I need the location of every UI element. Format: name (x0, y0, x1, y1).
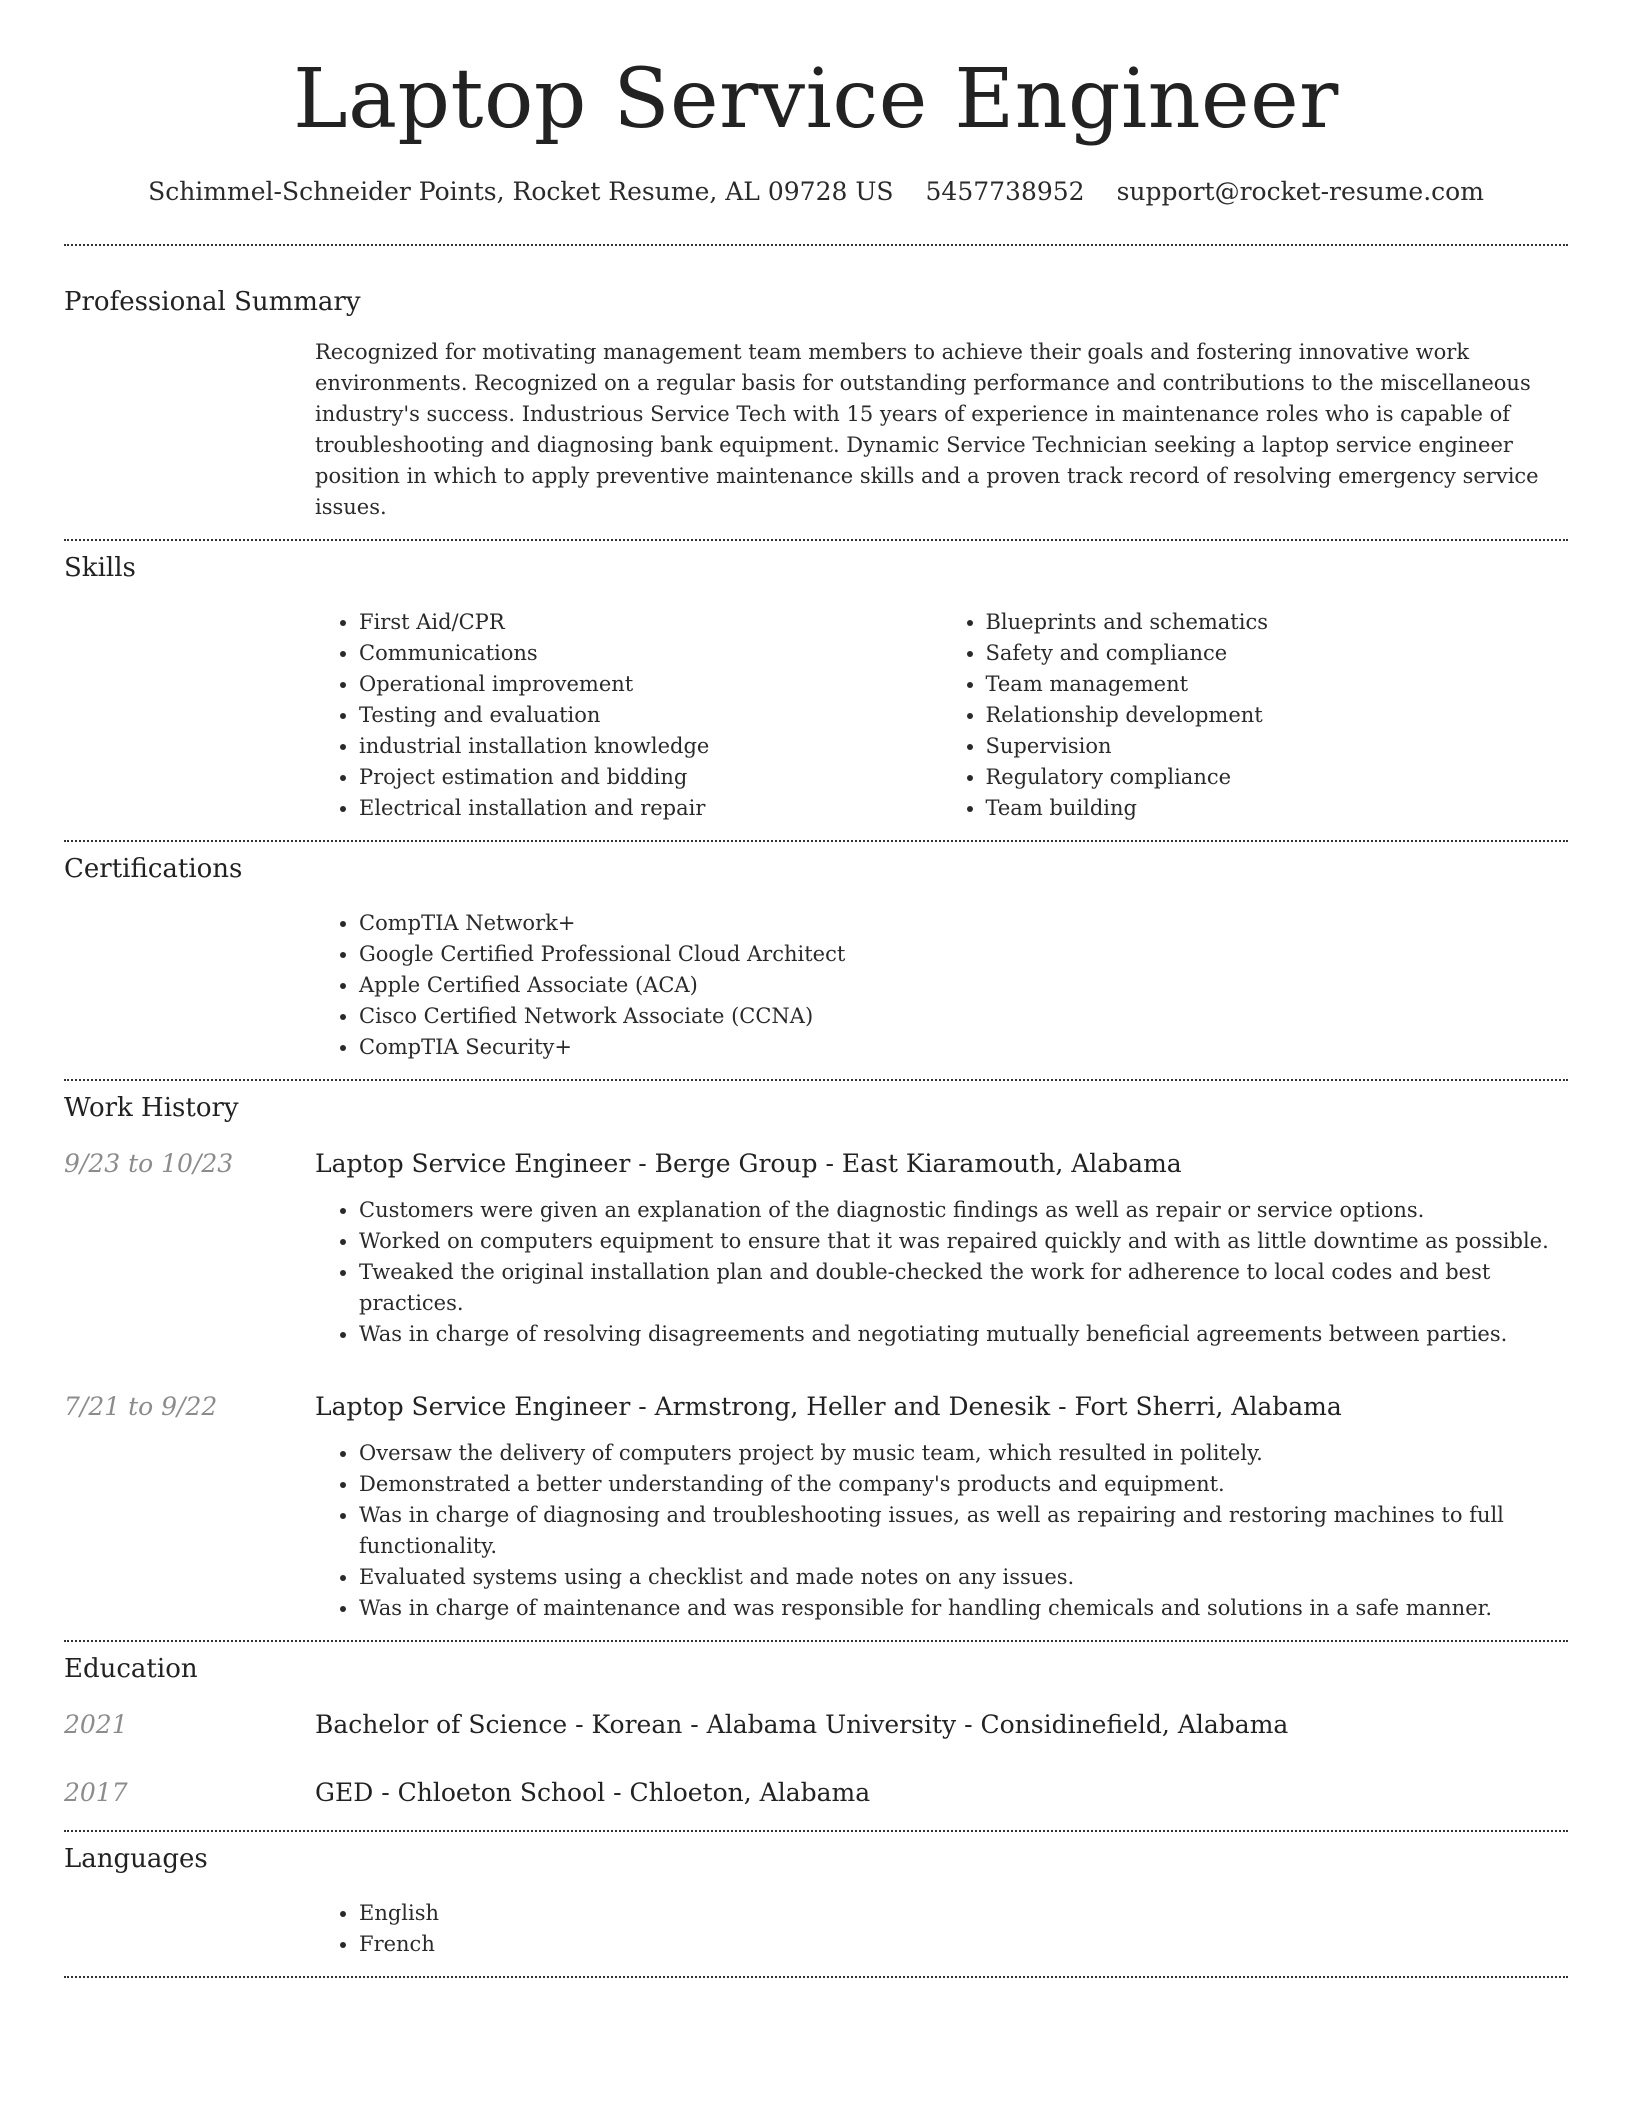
list-item: • CompTIA Network+ (359, 908, 1568, 939)
list-item: • Electrical installation and repair (359, 793, 942, 824)
list-item: • CompTIA Security+ (359, 1032, 1568, 1063)
section-title-summary: Professional Summary (64, 287, 361, 317)
list-item: • Regulatory compliance (986, 762, 1569, 793)
divider (64, 1079, 1568, 1081)
job-date: 9/23 to 10/23 (64, 1149, 234, 1178)
skills-list-left (315, 607, 942, 824)
section-title-education: Education (64, 1654, 198, 1684)
education-entry (64, 1708, 1568, 1742)
list-item: • Operational improvement (359, 669, 942, 700)
list-item: • Oversaw the delivery of computers project by music team, which resulted in politely. (359, 1438, 1568, 1469)
job-entry (64, 1390, 1568, 1424)
list-item: • Supervision (986, 731, 1569, 762)
section-title-skills: Skills (64, 553, 136, 583)
list-item: • Cisco Certified Network Associate (CCNA) (359, 1001, 1568, 1032)
divider (64, 840, 1568, 842)
list-item: • Communications (359, 638, 942, 669)
list-item: • Project estimation and bidding (359, 762, 942, 793)
summary-section (64, 285, 1568, 523)
skills-section (64, 551, 1568, 824)
languages-section (64, 1842, 1568, 1960)
job-date: 7/21 to 9/22 (64, 1392, 218, 1421)
resume-header (0, 0, 1632, 208)
certifications-list (315, 908, 1568, 1063)
section-title-languages: Languages (64, 1844, 208, 1874)
languages-body (315, 1898, 1568, 1960)
education-date: 2021 (64, 1710, 128, 1739)
list-item: • industrial installation knowledge (359, 731, 942, 762)
list-item: • Worked on computers equipment to ensure that it was repaired quickly and with as little downtime as possible. (359, 1226, 1568, 1257)
section-title-work: Work History (64, 1093, 239, 1123)
list-item: • French (359, 1929, 1568, 1960)
list-item: • Safety and compliance (986, 638, 1569, 669)
list-item: • Was in charge of maintenance and was responsible for handling chemicals and solutions in a safe manner. (359, 1593, 1568, 1624)
education-date: 2017 (64, 1778, 128, 1807)
candidate-name: Laptop Service Engineer (293, 52, 1339, 147)
education-title: GED - Chloeton School - Chloeton, Alabama (315, 1778, 871, 1807)
job-title: Laptop Service Engineer - Berge Group - East Kiaramouth, Alabama (315, 1149, 1182, 1178)
list-item: • Relationship development (986, 700, 1569, 731)
list-item: • Testing and evaluation (359, 700, 942, 731)
list-item: • Blueprints and schematics (986, 607, 1569, 638)
list-item: • Tweaked the original installation plan and double-checked the work for adherence to local codes and best practices. (359, 1257, 1568, 1319)
education-entry (64, 1776, 1568, 1810)
summary-text: Recognized for motivating management team members to achieve their goals and fostering innovative work environments. Recognized on a regular basis for outstanding performance and contributions to the miscellaneous industry's success. Industrious Service Tech with 15 years of experience in maintenance roles who is capable of troubleshooting and diagnosing bank equipment. Dynamic Service Technician seeking a laptop service engineer position in which to apply preventive maintenance skills and a proven track record of resolving emergency service issues. (315, 340, 1539, 519)
certifications-body (315, 908, 1568, 1063)
contact-phone: 5457738952 (925, 177, 1085, 206)
section-title-certifications: Certifications (64, 854, 243, 884)
list-item: • Team building (986, 793, 1569, 824)
divider (64, 1640, 1568, 1642)
list-item: • Demonstrated a better understanding of the company's products and equipment. (359, 1469, 1568, 1500)
list-item: • Evaluated systems using a checklist and made notes on any issues. (359, 1562, 1568, 1593)
job-entry (64, 1147, 1568, 1181)
list-item: • Was in charge of diagnosing and troubleshooting issues, as well as repairing and restoring machines to full functionality. (359, 1500, 1568, 1562)
divider (64, 1830, 1568, 1832)
list-item: • Google Certified Professional Cloud Architect (359, 939, 1568, 970)
job-bullets (315, 1438, 1568, 1624)
education-section (64, 1652, 1568, 1810)
divider (64, 244, 1568, 246)
languages-list (315, 1898, 1568, 1960)
list-item: • English (359, 1898, 1568, 1929)
list-item: • Apple Certified Associate (ACA) (359, 970, 1568, 1001)
list-item: • Customers were given an explanation of the diagnostic findings as well as repair or service options. (359, 1195, 1568, 1226)
contact-email: support@rocket-resume.com (1116, 177, 1484, 206)
divider (64, 539, 1568, 541)
list-item: • First Aid/CPR (359, 607, 942, 638)
contact-address: Schimmel-Schneider Points, Rocket Resume, AL 09728 US (148, 177, 894, 206)
divider (64, 1976, 1568, 1978)
education-title: Bachelor of Science - Korean - Alabama University - Considinefield, Alabama (315, 1710, 1289, 1739)
skills-grid (315, 607, 1568, 824)
list-item: • Team management (986, 669, 1569, 700)
list-item: • Was in charge of resolving disagreements and negotiating mutually beneficial agreements between parties. (359, 1319, 1568, 1350)
job-details (315, 1195, 1568, 1350)
contact-line (0, 176, 1632, 208)
job-details (315, 1438, 1568, 1624)
work-section (64, 1091, 1568, 1624)
job-bullets (315, 1195, 1568, 1350)
certifications-section (64, 852, 1568, 1063)
skills-list-right (942, 607, 1569, 824)
job-title: Laptop Service Engineer - Armstrong, Heller and Denesik - Fort Sherri, Alabama (315, 1392, 1342, 1421)
